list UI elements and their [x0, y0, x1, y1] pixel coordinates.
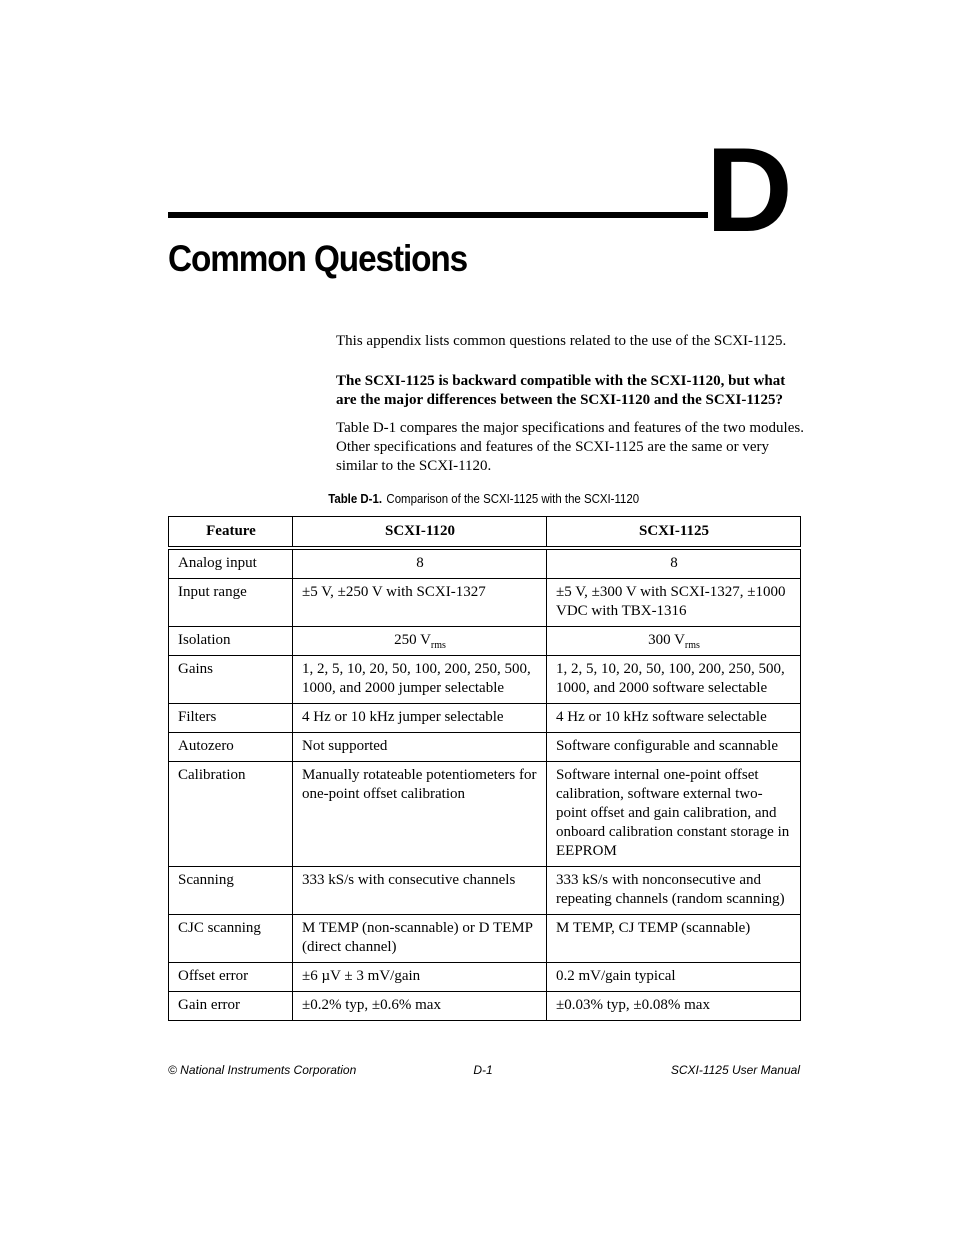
cell-scxi-1125	[547, 627, 801, 656]
cell-scxi-1120: 1, 2, 5, 10, 20, 50, 100, 200, 250, 500, 1000, and 2000 jumper selectable	[293, 656, 547, 704]
isolation-value: 300 V	[648, 632, 685, 648]
table-row	[169, 627, 801, 656]
table-row	[169, 867, 801, 915]
cell-feature: Calibration	[169, 762, 293, 867]
intro-paragraph: This appendix lists common questions related to the use of the SCXI-1125.	[336, 333, 787, 349]
cell-scxi-1125: 0.2 mV/gain typical	[547, 963, 801, 992]
chapter-letter: D	[706, 123, 789, 257]
cell-feature: Gain error	[169, 992, 293, 1021]
cell-scxi-1120: M TEMP (non-scannable) or D TEMP (direct channel)	[293, 915, 547, 963]
table-caption-label: Table D-1.	[328, 491, 383, 506]
cell-scxi-1120: ±5 V, ±250 V with SCXI-1327	[293, 579, 547, 627]
table-row	[169, 656, 801, 704]
footer-manual-title: SCXI-1125 User Manual	[670, 1063, 800, 1077]
cell-scxi-1125: ±5 V, ±300 V with SCXI-1327, ±1000 VDC with TBX-1316	[547, 579, 801, 627]
unit-subscript: rms	[430, 640, 446, 651]
cell-feature: CJC scanning	[169, 915, 293, 963]
table-row	[169, 963, 801, 992]
table-row	[169, 915, 801, 963]
cell-scxi-1120: 333 kS/s with consecutive channels	[293, 867, 547, 915]
question-heading: The SCXI-1125 is backward compatible with the SCXI-1120, but what are the major differences between the SCXI-1120 and the SCXI-1125?	[336, 373, 786, 408]
cell-scxi-1125: ±0.03% typ, ±0.08% max	[547, 992, 801, 1021]
cell-feature: Gains	[169, 656, 293, 704]
table-row	[169, 762, 801, 867]
cell-scxi-1125: Software configurable and scannable	[547, 733, 801, 762]
unit-subscript: rms	[684, 640, 700, 651]
cell-scxi-1125: 333 kS/s with nonconsecutive and repeating channels (random scanning)	[547, 867, 801, 915]
cell-feature: Scanning	[169, 867, 293, 915]
cell-scxi-1125: 4 Hz or 10 kHz software selectable	[547, 704, 801, 733]
cell-scxi-1120: 8	[293, 548, 547, 579]
cell-scxi-1120: Manually rotateable potentiometers for one-point offset calibration	[293, 762, 547, 867]
cell-feature: Isolation	[169, 627, 293, 656]
isolation-value: 250 V	[394, 632, 431, 648]
cell-scxi-1125: M TEMP, CJ TEMP (scannable)	[547, 915, 801, 963]
table-row	[169, 579, 801, 627]
chapter-rule	[168, 212, 708, 218]
cell-scxi-1125: 8	[547, 548, 801, 579]
header-feature: Feature	[169, 517, 293, 549]
table-caption	[168, 490, 800, 508]
cell-feature: Autozero	[169, 733, 293, 762]
header-scxi-1120: SCXI-1120	[293, 517, 547, 549]
comparison-table	[168, 516, 801, 1021]
cell-feature: Offset error	[169, 963, 293, 992]
table-row	[169, 548, 801, 579]
table-row	[169, 992, 801, 1021]
table-header-row	[169, 517, 801, 549]
footer-page-number: D-1	[473, 1063, 493, 1077]
cell-scxi-1120: Not supported	[293, 733, 547, 762]
cell-feature: Filters	[169, 704, 293, 733]
cell-scxi-1125: 1, 2, 5, 10, 20, 50, 100, 200, 250, 500, 1000, and 2000 software selectable	[547, 656, 801, 704]
cell-feature: Analog input	[169, 548, 293, 579]
header-scxi-1125: SCXI-1125	[547, 517, 801, 549]
table-row	[169, 733, 801, 762]
cell-scxi-1125: Software internal one-point offset calibration, software external two-point offset and gain calibration, and onboard calibration constant storage in EEPROM	[547, 762, 801, 867]
footer-copyright: © National Instruments Corporation	[168, 1063, 357, 1077]
table-caption-text: Comparison of the SCXI-1125 with the SCXI-1120	[386, 491, 640, 506]
cell-scxi-1120: ±0.2% typ, ±0.6% max	[293, 992, 547, 1021]
table-row	[169, 704, 801, 733]
answer-paragraph: Table D-1 compares the major specifications and features of the two modules. Other specifications and features of the SCXI-1125 are the same or very similar to the SCXI-1120.	[336, 420, 804, 474]
cell-feature: Input range	[169, 579, 293, 627]
cell-scxi-1120: ±6 µV ± 3 mV/gain	[293, 963, 547, 992]
cell-scxi-1120	[293, 627, 547, 656]
page-title: Common Questions	[168, 238, 468, 279]
cell-scxi-1120: 4 Hz or 10 kHz jumper selectable	[293, 704, 547, 733]
